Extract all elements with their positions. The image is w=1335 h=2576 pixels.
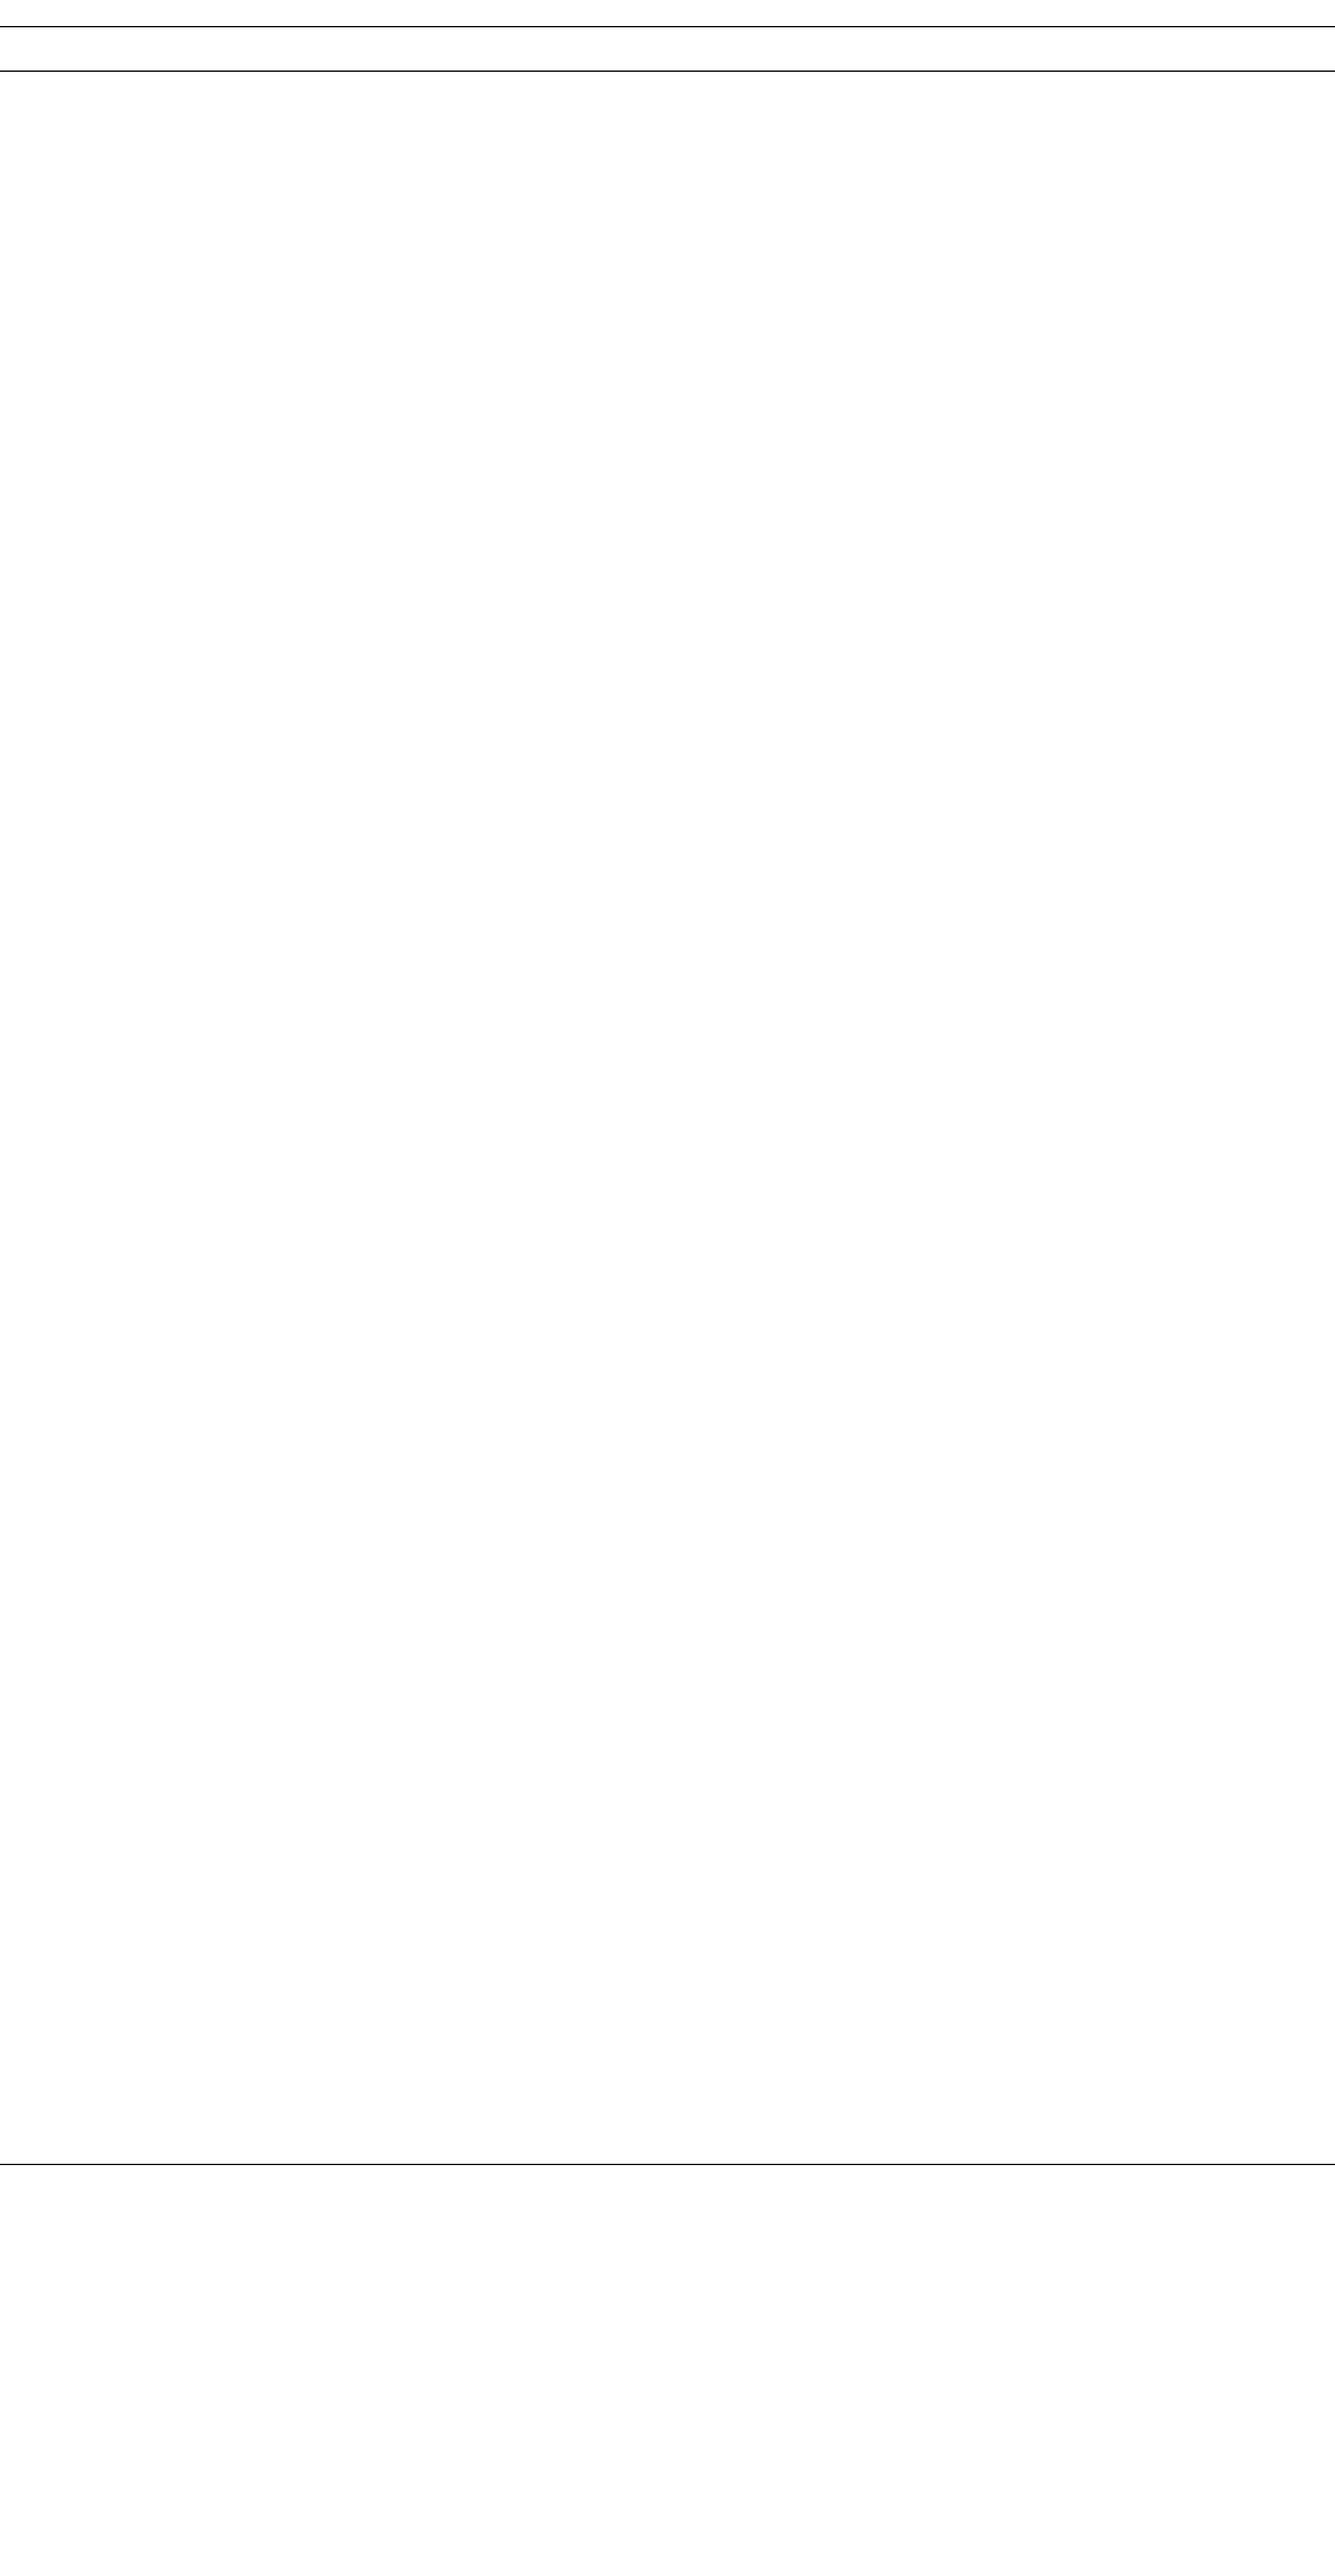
- table-header-row: [0, 27, 1335, 71]
- header-non-ipf: [908, 27, 1200, 71]
- header-ipf: [567, 27, 821, 71]
- header-p-value: [1212, 27, 1313, 71]
- bottom-rule: [0, 2164, 1335, 2165]
- header-rule: [0, 70, 1335, 72]
